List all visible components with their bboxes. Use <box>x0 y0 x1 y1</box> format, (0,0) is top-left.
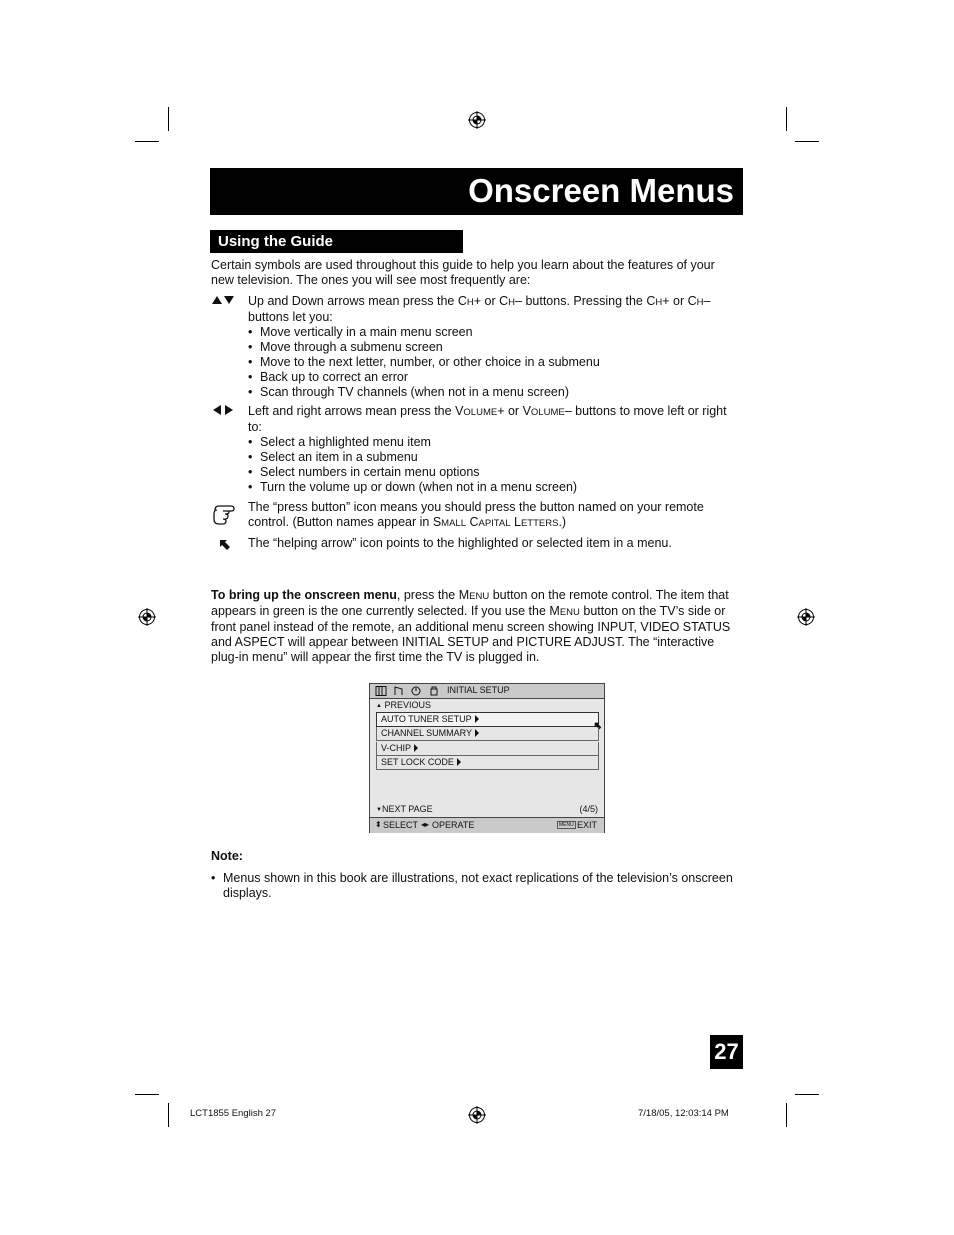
up-down-arrows-icon <box>211 294 235 309</box>
up-down-arrows-icon: ⬍ <box>375 820 382 829</box>
menu-header-label: INITIAL SETUP <box>447 685 510 695</box>
registration-mark-icon <box>797 608 815 626</box>
section-heading: Using the Guide <box>218 233 334 250</box>
menu-exit-label: EXIT <box>576 820 597 830</box>
list-item: • Menus shown in this book are illustrations, not exact replications of the television’s onscreen displays. <box>211 871 739 901</box>
footer-right: 7/18/05, 12:03:14 PM <box>638 1108 729 1119</box>
list-item: • Move to the next letter, number, or other choice in a submenu <box>248 355 738 370</box>
list-item: • Select a highlighted menu item <box>248 435 738 450</box>
footer-left: LCT1855 English 27 <box>190 1108 277 1119</box>
crop-mark <box>168 1103 169 1127</box>
note-list <box>211 871 739 901</box>
tv-menu-illustration <box>369 683 605 833</box>
menu-key-icon: MENU <box>559 822 574 828</box>
crop-mark <box>135 1094 159 1095</box>
page-title: Onscreen Menus <box>468 172 734 209</box>
list-item: • Scan through TV channels (when not in a menu screen) <box>248 385 738 400</box>
menu-select-label: SELECT <box>383 820 419 830</box>
page-title-bar <box>210 168 743 215</box>
menu-paragraph: To bring up the onscreen menu, press the MENU button on the remote control. The item that appears in green is the one currently selected. If you use the MENU button on the TV’s side or front panel instead of the remote, an additional menu screen showing INPUT, VIDEO STATUS and ASPECT will appear between INITIAL SETUP and PICTURE ADJUST. The “interactive plug-in menu” will appear the first time the TV is plugged in. <box>211 588 731 664</box>
left-right-arrows-icon <box>211 404 235 419</box>
crop-mark <box>135 141 159 142</box>
pointing-hand-icon <box>211 502 237 531</box>
menu-item-set-lock-code: SET LOCK CODE <box>376 756 599 770</box>
menu-previous: ▲ PREVIOUS <box>376 700 431 710</box>
menu-footer <box>370 817 604 833</box>
crop-mark <box>786 107 787 131</box>
menu-header <box>370 684 604 699</box>
up-triangle-icon: ▲ <box>376 703 382 709</box>
left-right-arrows-icon: ◂▸ <box>421 820 430 829</box>
menu-item-channel-summary: CHANNEL SUMMARY <box>376 727 599 741</box>
list-item: • Move vertically in a main menu screen <box>248 325 738 340</box>
updown-paragraph: Up and Down arrows mean press the CH+ or CH– buttons. Pressing the CH+ or CH– buttons let you: • Move vertically in a main menu screen • Move through a submenu screen • Move to the next letter, number, or other choice in a submenu • Back up to correct an error • Scan through TV channels (when not in a menu screen) <box>248 294 738 400</box>
helping-arrow-icon <box>219 539 231 554</box>
registration-mark-icon <box>468 111 486 129</box>
menu-page-indicator: (4/5) <box>579 804 598 814</box>
crop-mark <box>786 1103 787 1127</box>
press-paragraph: The “press button” icon means you should press the button named on your remote control. (Button names appear in SMALL CAPITAL LETTERS.) <box>248 500 704 529</box>
menu-operate-label: OPERATE <box>432 820 475 830</box>
list-item: • Select numbers in certain menu options <box>248 465 738 480</box>
leftright-list <box>248 435 738 495</box>
registration-mark-icon <box>468 1106 486 1124</box>
page-number: 27 <box>710 1035 743 1069</box>
crop-mark <box>795 1094 819 1095</box>
registration-mark-icon <box>138 608 156 626</box>
down-triangle-icon: ▼ <box>376 807 382 813</box>
updown-list <box>248 325 738 400</box>
list-item: • Back up to correct an error <box>248 370 738 385</box>
list-item: • Turn the volume up or down (when not in a menu screen) <box>248 480 738 495</box>
crop-mark <box>168 107 169 131</box>
menu-item-v-chip: V-CHIP <box>376 742 599 756</box>
intro-paragraph: Certain symbols are used throughout this guide to help you learn about the features of your new television. The ones you will see most frequently are: <box>211 258 715 287</box>
list-item: • Select an item in a submenu <box>248 450 738 465</box>
list-item: • Move through a submenu screen <box>248 340 738 355</box>
menu-next-page: ▼NEXT PAGE <box>376 804 433 814</box>
crop-mark <box>795 141 819 142</box>
note-label: Note: <box>211 849 243 863</box>
menu-item-auto-tuner-setup: AUTO TUNER SETUP <box>376 712 599 727</box>
section-heading-bar <box>210 230 463 253</box>
leftright-paragraph: Left and right arrows mean press the VOLUME+ or VOLUME– buttons to move left or right to: • Select a highlighted menu item • Select an item in a submenu • Select numbers in certain menu options • Turn the volume up or down (when not in a menu screen) <box>248 404 738 495</box>
helper-paragraph: The “helping arrow” icon points to the highlighted or selected item in a menu. <box>248 536 672 550</box>
menu-tab-icons <box>375 686 443 696</box>
